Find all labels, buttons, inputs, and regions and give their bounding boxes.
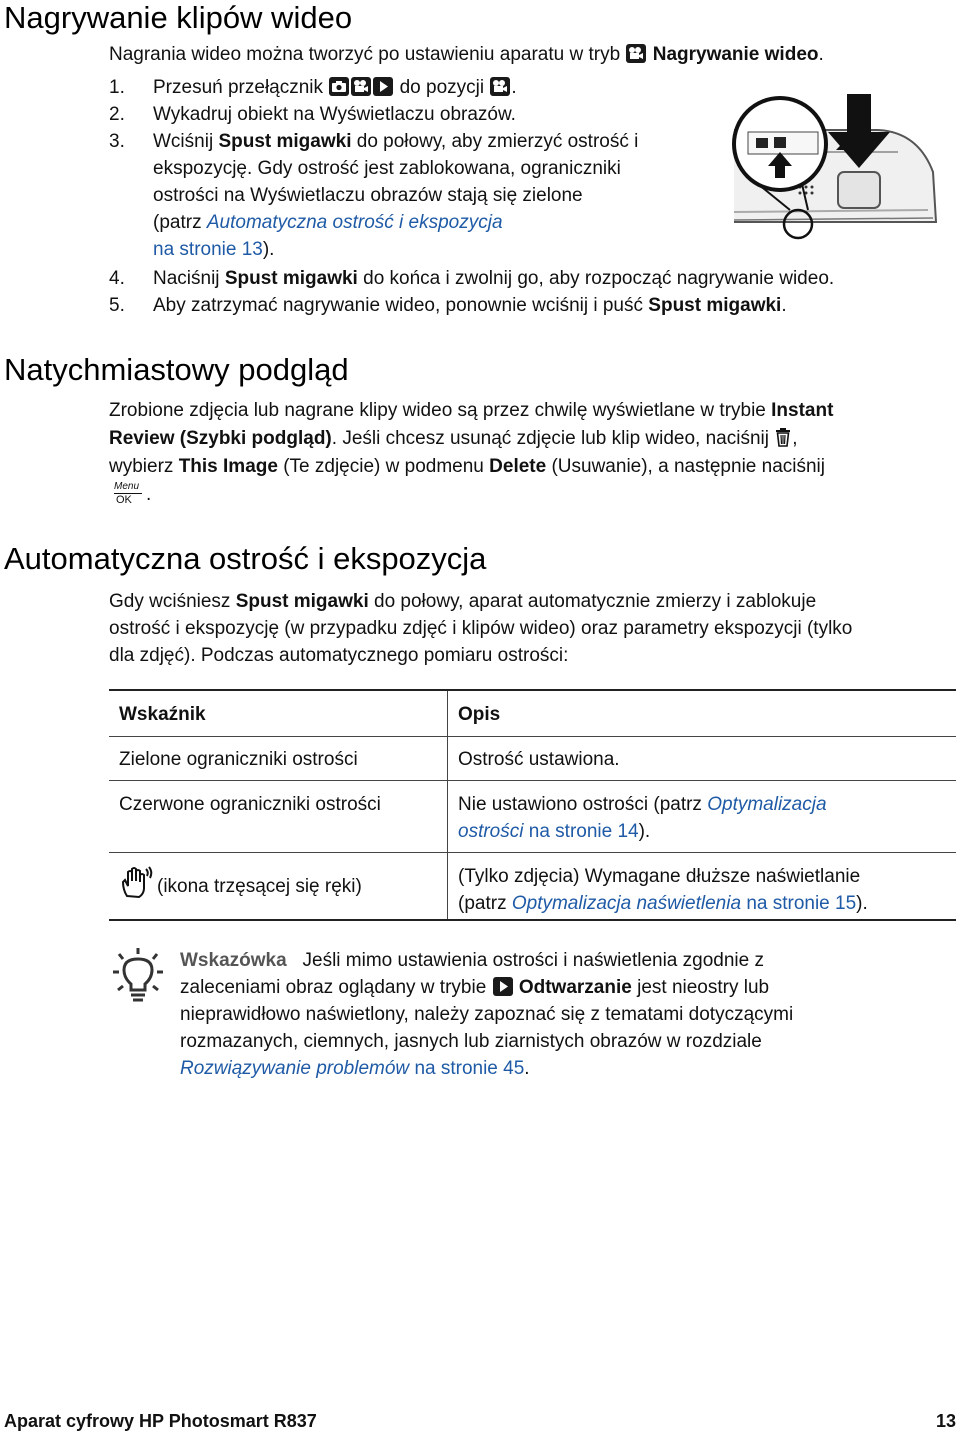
camera-icon bbox=[329, 77, 349, 96]
review-l3-post: (Usuwanie), a następnie naciśnij bbox=[551, 456, 826, 477]
ok-label: OK bbox=[116, 494, 132, 506]
intro-bold: Nagrywanie wideo bbox=[652, 44, 819, 65]
troubleshooting-link[interactable]: Rozwiązywanie problemów bbox=[180, 1058, 410, 1079]
tip-label: Wskazówka bbox=[180, 950, 287, 971]
step-4 bbox=[153, 265, 834, 292]
review-l1-bold: Instant bbox=[771, 400, 834, 421]
review-l3-delete: Delete bbox=[489, 456, 547, 477]
af-line-2: ostrość i ekspozycję (w przypadku zdjęć i klipów wideo) oraz parametry ekspozycji (tylko bbox=[109, 618, 853, 639]
review-l2-text: . Jeśli chcesz usunąć zdjęcie lub klip wideo, naciśnij bbox=[331, 428, 769, 449]
table-header-description bbox=[458, 701, 500, 728]
menu-ok-icon bbox=[112, 481, 146, 507]
step-5-number: 5. bbox=[109, 295, 125, 316]
video-icon-target bbox=[490, 77, 510, 96]
table-row-3-indicator bbox=[119, 866, 362, 908]
review-l3-pre: wybierz bbox=[109, 456, 174, 477]
intro-paragraph bbox=[109, 41, 824, 68]
step-4-bold: Spust migawki bbox=[224, 268, 358, 289]
table-row-2-description bbox=[458, 791, 827, 845]
af-line-1 bbox=[109, 588, 816, 615]
review-l1-text: Zrobione zdjęcia lub nagrane klipy wideo są przez chwilę wyświetlane w trybie bbox=[109, 400, 766, 421]
review-l2-end: , bbox=[792, 428, 798, 449]
step-5 bbox=[153, 292, 787, 319]
step-4-number: 4. bbox=[109, 268, 125, 289]
step-3-line-3: ostrości na Wyświetlaczu obrazów stają się zielone bbox=[153, 185, 583, 206]
row-3-desc-l1: (Tylko zdjęcia) Wymagane dłuższe naświetlanie bbox=[458, 866, 861, 887]
step-2: Wykadruj obiekt na Wyświetlaczu obrazów. bbox=[153, 104, 516, 125]
step-3-pre: Wciśnij bbox=[153, 131, 214, 152]
video-mode-icon bbox=[626, 44, 646, 63]
step-5-pre: Aby zatrzymać nagrywanie wideo, ponownie wciśnij i puść bbox=[153, 295, 644, 316]
heading-instant-review: Natychmiastowy podgląd bbox=[4, 352, 349, 387]
footer-title: Aparat cyfrowy HP Photosmart R837 bbox=[4, 1411, 317, 1431]
trash-icon bbox=[774, 427, 792, 455]
tip-line-1 bbox=[180, 947, 764, 974]
page-number: 13 bbox=[935, 1411, 956, 1431]
af-l1-bold: Spust migawki bbox=[235, 591, 369, 612]
playback-mode-icon bbox=[493, 977, 513, 996]
af-l1-post: do połowy, aparat automatycznie zmierzy i zablokuje bbox=[374, 591, 817, 612]
step-3-see: (patrz bbox=[153, 212, 202, 233]
table-header-rule bbox=[109, 736, 956, 737]
tip-line-2 bbox=[180, 974, 769, 1001]
exposure-optimization-link[interactable]: Optymalizacja naświetlenia bbox=[511, 893, 742, 914]
table-row-1-indicator: Zielone ograniczniki ostrości bbox=[119, 749, 358, 770]
step-5-bold: Spust migawki bbox=[648, 295, 782, 316]
step-1-end: . bbox=[511, 77, 517, 98]
review-line-4-end: . bbox=[146, 484, 152, 505]
lightbulb-icon bbox=[110, 946, 166, 1008]
page-14-link[interactable]: na stronie 14 bbox=[528, 821, 639, 842]
step-2-number: 2. bbox=[109, 104, 125, 125]
step-5-end: . bbox=[781, 295, 787, 316]
heading-video-clips: Nagrywanie klipów wideo bbox=[4, 0, 353, 35]
step-3-post: do połowy, aby zmierzyć ostrość i bbox=[356, 131, 639, 152]
heading-autofocus: Automatyczna ostrość i ekspozycja bbox=[4, 541, 487, 576]
page-45-link[interactable]: na stronie 45 bbox=[414, 1058, 525, 1079]
camera-shutter-illustration bbox=[728, 92, 940, 250]
review-l3-mid: (Te zdjęcie) w podmenu bbox=[283, 456, 484, 477]
tip-l5-end: . bbox=[524, 1058, 530, 1079]
step-3-line-1 bbox=[153, 128, 638, 155]
shaking-hand-icon bbox=[119, 866, 153, 908]
table-row-2-rule bbox=[109, 852, 956, 853]
table-header-indicator bbox=[119, 701, 206, 728]
tip-line-4: rozmazanych, ciemnych, jasnych lub ziarnistych obrazów w rozdziale bbox=[180, 1031, 762, 1052]
review-l2-bold: Review (Szybki podgląd) bbox=[109, 428, 332, 449]
step-3-line-2: ekspozycję. Gdy ostrość jest zablokowana, ograniczniki bbox=[153, 158, 621, 179]
tip-line-5 bbox=[180, 1055, 530, 1082]
focus-optimization-link-2[interactable]: ostrości bbox=[458, 821, 524, 842]
focus-optimization-link[interactable]: Optymalizacja bbox=[707, 794, 827, 815]
review-l3-this-image: This Image bbox=[178, 456, 278, 477]
step-3-bold: Spust migawki bbox=[218, 131, 352, 152]
row-3-desc-pre: (patrz bbox=[458, 893, 507, 914]
intro-end: . bbox=[818, 44, 824, 65]
step-3-line-5 bbox=[153, 236, 274, 263]
tip-l2-pre: zaleceniami obraz oglądany w trybie bbox=[180, 977, 487, 998]
table-top-rule bbox=[109, 689, 956, 691]
step-1-number: 1. bbox=[109, 77, 125, 98]
review-line-3 bbox=[109, 453, 825, 480]
step-3-number: 3. bbox=[109, 131, 125, 152]
table-column-divider bbox=[447, 691, 448, 920]
step-1-text-a: Przesuń przełącznik bbox=[153, 77, 324, 98]
review-line-1 bbox=[109, 397, 833, 424]
table-row-3-description bbox=[458, 863, 868, 917]
table-row-1-description: Ostrość ustawiona. bbox=[458, 749, 620, 770]
tip-l1-text: Jeśli mimo ustawienia ostrości i naświetlenia zgodnie z bbox=[302, 950, 764, 971]
step-4-post: do końca i zwolnij go, aby rozpocząć nagrywanie wideo. bbox=[363, 268, 835, 289]
af-line-3: dla zdjęć). Podczas automatycznego pomiaru ostrości: bbox=[109, 645, 569, 666]
video-icon bbox=[351, 77, 371, 96]
step-1-text-b: do pozycji bbox=[399, 77, 485, 98]
step-4-pre: Naciśnij bbox=[153, 268, 220, 289]
review-line-2 bbox=[109, 425, 798, 455]
menu-label: Menu bbox=[114, 481, 140, 492]
header-desc-text: Opis bbox=[458, 704, 501, 725]
header-indicator-text: Wskaźnik bbox=[119, 704, 206, 725]
step-3-line-4 bbox=[153, 209, 503, 236]
table-row-2-indicator: Czerwone ograniczniki ostrości bbox=[119, 794, 381, 815]
playback-icon bbox=[373, 77, 393, 96]
step-1 bbox=[153, 74, 517, 101]
tip-l2-bold: Odtwarzanie bbox=[518, 977, 632, 998]
af-l1-pre: Gdy wciśniesz bbox=[109, 591, 231, 612]
row-2-desc-pre: Nie ustawiono ostrości (patrz bbox=[458, 794, 702, 815]
row-3-desc-end: ). bbox=[856, 893, 868, 914]
table-bottom-rule bbox=[109, 919, 956, 921]
autofocus-link[interactable]: Automatyczna ostrość i ekspozycja bbox=[206, 212, 503, 233]
tip-l2-post: jest nieostry lub bbox=[637, 977, 770, 998]
page-15-link[interactable]: na stronie 15 bbox=[746, 893, 857, 914]
row-3-ind-text: (ikona trzęsącej się ręki) bbox=[157, 876, 362, 897]
page-13-link[interactable]: na stronie 13 bbox=[153, 239, 263, 260]
table-row-1-rule bbox=[109, 780, 956, 781]
intro-text: Nagrania wideo można tworzyć po ustawieniu aparatu w tryb bbox=[109, 44, 621, 65]
step-3-end: ). bbox=[262, 239, 275, 260]
row-2-desc-end: ). bbox=[638, 821, 651, 842]
tip-line-3: nieprawidłowo naświetlony, należy zapoznać się z tematami dotyczącymi bbox=[180, 1004, 794, 1025]
